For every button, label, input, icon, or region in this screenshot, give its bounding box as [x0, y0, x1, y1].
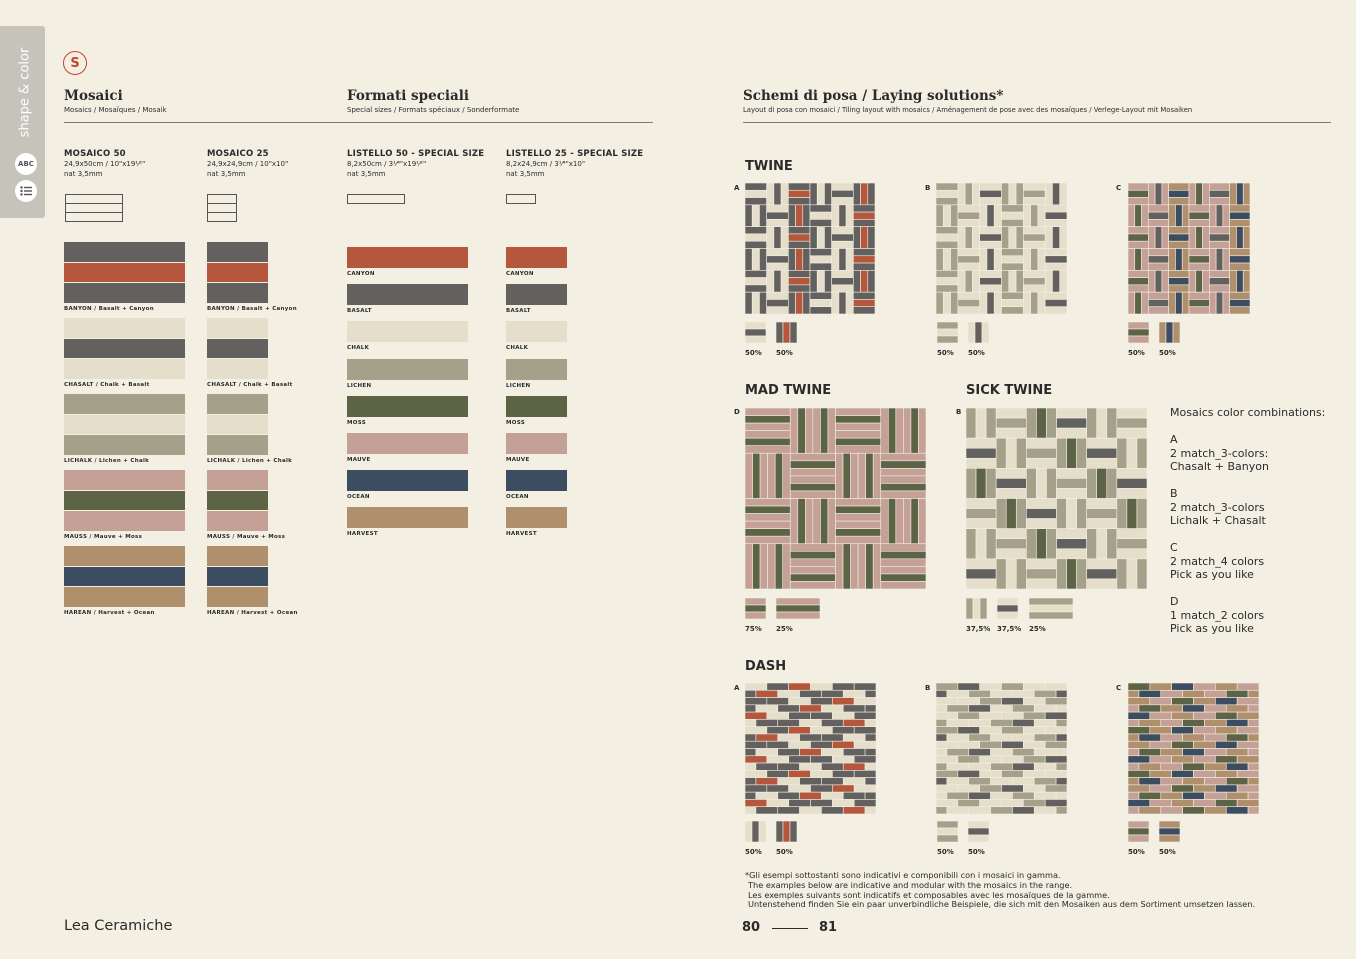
pct-label: 25% [1029, 625, 1046, 633]
brand-logo-icon: S [63, 51, 87, 75]
pct-label: 50% [745, 848, 762, 856]
pct-label: 50% [776, 349, 793, 357]
mad-twine-title: MAD TWINE [745, 383, 832, 398]
pattern-tile [937, 322, 958, 329]
pattern-tile [1128, 322, 1149, 329]
footnote [745, 871, 1345, 910]
pattern-tile [997, 612, 1018, 619]
combo-c-line2: Pick as you like [1170, 568, 1254, 581]
pattern-tile [937, 828, 958, 835]
product-title: MOSAICO 50 [64, 149, 126, 159]
combo-a-letter: A [1170, 433, 1178, 446]
formati-title: Formati speciali [347, 88, 470, 104]
swatch-label: HAREAN / Harvest + Ocean [64, 610, 155, 616]
swatch-label: OCEAN [347, 494, 370, 501]
combo-d-line2: Pick as you like [1170, 622, 1254, 635]
pct-label: 50% [968, 349, 985, 357]
pattern-tile [1166, 322, 1173, 343]
pattern-tile [937, 821, 958, 828]
combo-d-letter: D [1170, 595, 1179, 608]
swatch-label: CANYON [347, 271, 375, 277]
product-title: LISTELLO 25 - SPECIAL SIZE [506, 149, 644, 159]
pattern-tile [1159, 835, 1180, 842]
color-combinations [1170, 406, 1350, 636]
swatch-label: CHALK [347, 345, 370, 352]
swatch-label: MAUVE [506, 457, 530, 463]
pattern-tile [1159, 322, 1166, 343]
pct-label: 50% [745, 349, 762, 357]
combo-title: Mosaics color combinations: [1170, 406, 1326, 419]
swatch-label: BASALT [347, 308, 372, 315]
pattern-tile [776, 598, 820, 605]
swatch-label: MAUVE [347, 457, 371, 463]
footnote-line: The examples below are indicative and modular with the mosaics in the range. [748, 879, 1073, 890]
product-size: 24,9x50cm / 10"x19¹⁄²" [64, 160, 146, 168]
pattern-tile [745, 336, 766, 343]
swatch-label: LICHEN [506, 382, 531, 389]
pattern-tile [966, 598, 973, 619]
dash-title: DASH [745, 659, 787, 674]
page-number-left: 80 [742, 920, 761, 935]
sick-twine-title: SICK TWINE [966, 383, 1053, 398]
swatch-label: LICHALK / Lichen + Chalk [64, 458, 150, 464]
pattern-tile [745, 598, 766, 605]
product-thickness: nat 3,5mm [506, 170, 545, 178]
pattern-tile [1128, 828, 1149, 835]
side-tab-label: shape & color [17, 47, 33, 138]
dash-c-letter: C [1116, 684, 1122, 692]
pattern-tile [745, 605, 766, 612]
swatch-label: LICHEN [347, 382, 372, 389]
pattern-tile [1029, 605, 1073, 612]
brand-name: Lea Ceramiche [64, 918, 173, 934]
pct-label: 50% [937, 349, 954, 357]
pct-label: 25% [776, 625, 793, 633]
footnote-line: *Gli esempi sottostanti sono indicativi e componibili con i mosaici in gamma. [745, 870, 1061, 880]
swatch-label: MOSS [347, 419, 367, 426]
abc-button[interactable]: ABC [15, 153, 37, 175]
product-size: 8,2x50cm / 3¹⁄⁴"x19¹⁄²" [347, 160, 427, 168]
pattern-tile [1128, 835, 1149, 842]
product-size: 24,9x24,9cm / 10"x10" [207, 160, 289, 168]
swatch-label: MOSS [506, 419, 526, 426]
pattern-tile [745, 612, 766, 619]
pattern-tile [1173, 322, 1180, 343]
schemi-title: Schemi di posa / Laying solutions* [743, 88, 1004, 104]
pattern-tile [1159, 828, 1180, 835]
swatch-label: CANYON [506, 271, 534, 277]
pattern-tile [752, 821, 759, 842]
pattern-tile [937, 835, 958, 842]
swatch-label: BASALT [506, 308, 531, 315]
twine-c-letter: C [1116, 184, 1122, 192]
pattern-tile [745, 329, 766, 336]
mosaici-title: Mosaici [64, 88, 123, 104]
pattern-tile [937, 336, 958, 343]
swatch-label: MAUSS / Mauve + Moss [207, 534, 286, 540]
combo-d-line1: 1 match_2 colors [1170, 608, 1265, 622]
pct-label: 37,5% [966, 625, 991, 633]
pct-label: 50% [1128, 848, 1145, 856]
pct-label: 50% [1128, 349, 1145, 357]
pattern-tile [1159, 821, 1180, 828]
pattern-tile [997, 605, 1018, 612]
pct-label: 50% [1159, 848, 1176, 856]
swatch-label: HARVEST [506, 531, 537, 538]
swatch-label: HARVEST [347, 531, 378, 538]
product-thickness: nat 3,5mm [207, 170, 246, 178]
product-thickness: nat 3,5mm [347, 170, 386, 178]
swatch-label: CHALK [506, 345, 529, 352]
product-size: 8,2x24,9cm / 3¹⁄⁴"x10" [506, 160, 586, 168]
pattern-tile [980, 598, 987, 619]
pattern-tile [997, 598, 1018, 605]
schemi-subtitle: Layout di posa con mosaici / Tiling layout with mosaics / Aménagement de pose avec des mosaïques / Verlege-Layout mit Mosaiken [743, 106, 1193, 114]
swatch-label: OCEAN [506, 494, 529, 501]
pct-label: 50% [1159, 349, 1176, 357]
pattern-tile [968, 821, 989, 828]
pattern-tile [1029, 612, 1073, 619]
combo-a-line1: 2 match_3-colors: [1170, 446, 1269, 460]
pct-label: 50% [968, 848, 985, 856]
pattern-tile [783, 821, 790, 842]
pattern-tile [759, 821, 766, 842]
sick-twine-b-letter: B [956, 408, 962, 416]
pattern-tile [745, 821, 752, 842]
pattern-tile [790, 821, 797, 842]
product-title: LISTELLO 50 - SPECIAL SIZE [347, 149, 485, 159]
pattern-tile [745, 322, 766, 329]
swatch-label: CHASALT / Chalk + Basalt [64, 382, 150, 388]
twine-b-letter: B [925, 184, 931, 192]
pattern-tile [776, 322, 783, 343]
dash-a-letter: A [734, 684, 740, 692]
product-thickness: nat 3,5mm [64, 170, 103, 178]
mosaici-subtitle: Mosaics / Mosaïques / Mosaik [64, 106, 167, 114]
pct-label: 50% [937, 848, 954, 856]
pattern-tile [1128, 821, 1149, 828]
pct-label: 75% [745, 625, 762, 633]
twine-title: TWINE [745, 159, 793, 174]
pattern-tile [982, 322, 989, 343]
pattern-tile [783, 322, 790, 343]
pattern-tile [975, 322, 982, 343]
pattern-tile [1029, 598, 1073, 605]
pattern-tile [790, 322, 797, 343]
combo-c-letter: C [1170, 541, 1178, 554]
footnote-line: Untenstehend finden Sie ein paar unverbindliche Beispiele, die sich mit den Mosaiken aus dem Sortiment umsetzen lassen. [748, 899, 1256, 910]
dash-b-letter: B [925, 684, 931, 692]
pct-label: 50% [776, 848, 793, 856]
page-divider [772, 928, 808, 929]
swatch-label: BANYON / Basalt + Canyon [207, 306, 297, 312]
pattern-tile [968, 835, 989, 842]
swatch-label: BANYON / Basalt + Canyon [64, 306, 154, 312]
swatch-label: MAUSS / Mauve + Moss [64, 534, 143, 540]
footnote-line: Les exemples suivants sont indicatifs et composables avec les mosaïques de la gamme. [748, 889, 1110, 900]
combo-c-line1: 2 match_4 colors [1170, 554, 1265, 568]
twine-a-letter: A [734, 184, 740, 192]
pattern-tile [776, 612, 820, 619]
pattern-tile [968, 828, 989, 835]
pattern-tile [1128, 329, 1149, 336]
pattern-tile [1128, 336, 1149, 343]
pattern-tile [776, 605, 820, 612]
combo-b-letter: B [1170, 487, 1178, 500]
combo-a-line2: Chasalt + Banyon [1170, 460, 1269, 473]
combo-b-line1: 2 match_3-colors [1170, 500, 1265, 514]
swatch-label: LICHALK / Lichen + Chalk [207, 458, 293, 464]
pattern-tile [968, 322, 975, 343]
pattern-tile [973, 598, 980, 619]
swatch-label: HAREAN / Harvest + Ocean [207, 610, 298, 616]
mad-twine-d-letter: D [734, 408, 740, 416]
page-number-right: 81 [819, 920, 838, 935]
formati-subtitle: Special sizes / Formats spéciaux / Sonderformate [347, 106, 520, 114]
pattern-tile [937, 329, 958, 336]
pattern-tile [776, 821, 783, 842]
product-title: MOSAICO 25 [207, 149, 269, 159]
combo-b-line2: Lichalk + Chasalt [1170, 514, 1266, 527]
swatch-label: CHASALT / Chalk + Basalt [207, 382, 293, 388]
pct-label: 37,5% [997, 625, 1022, 633]
